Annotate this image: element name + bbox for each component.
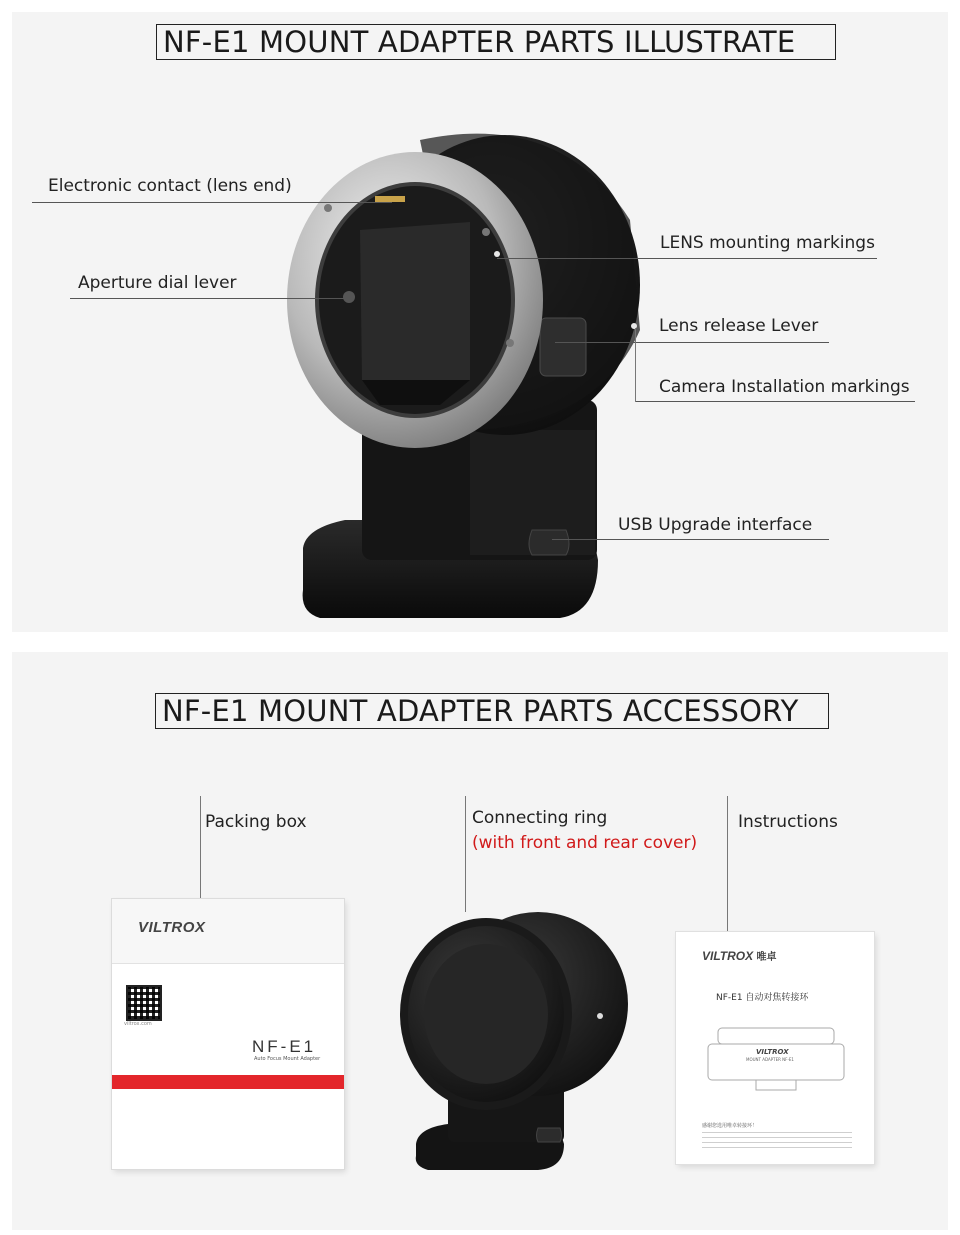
qr-code-icon — [126, 985, 162, 1021]
callout-aperture-lever: Aperture dial lever — [78, 273, 237, 293]
packing-box — [112, 899, 344, 1169]
connecting-ring-label: Connecting ring — [472, 808, 608, 828]
manual-body-lines — [702, 1132, 852, 1148]
callout-line-lens-mounting-markings — [497, 258, 877, 259]
callout-electronic-contact: Electronic contact (lens end) — [48, 176, 292, 196]
callout-line-electronic-contact — [32, 202, 392, 203]
instructions-manual — [676, 932, 874, 1164]
callout-lens-release-lever: Lens release Lever — [659, 316, 819, 336]
box-brand-logo: VILTROX — [138, 919, 206, 936]
callout-camera-installation-markings: Camera Installation markings — [659, 377, 910, 397]
manual-product-brand: VILTROX — [756, 1048, 789, 1056]
instructions-label: Instructions — [738, 812, 838, 832]
manual-brand-text: VILTROX — [702, 949, 754, 963]
parts-illustrate-title: NF-E1 MOUNT ADAPTER PARTS ILLUSTRATE — [156, 24, 836, 60]
packing-box-pointer — [200, 796, 201, 900]
box-site: viltrox.com — [124, 1021, 152, 1027]
manual-brand-cn: 唯卓 — [756, 952, 777, 963]
manual-product-caption: MOUNT ADAPTER NF-E1 — [746, 1057, 794, 1062]
connecting-ring-pointer — [465, 796, 466, 912]
callout-usb-upgrade: USB Upgrade interface — [618, 515, 813, 535]
callout-line-usb-upgrade — [552, 539, 829, 540]
usb-port-icon — [529, 530, 569, 555]
connecting-ring-illustration — [388, 906, 648, 1176]
callout-line-lens-release-lever — [555, 342, 829, 343]
manual-heading: NF-E1 自动对焦转接环 — [716, 993, 809, 1003]
instructions-pointer — [727, 796, 728, 932]
callout-connector-camera-markings — [635, 328, 636, 402]
callout-line-camera-installation-markings — [636, 401, 915, 402]
parts-accessory-title: NF-E1 MOUNT ADAPTER PARTS ACCESSORY — [155, 693, 829, 729]
manual-thanks: 感谢您选用唯卓转接环！ — [702, 1123, 758, 1129]
box-model: NF-E1 — [252, 1037, 317, 1056]
usb-port-small-icon — [537, 1128, 562, 1142]
callout-line-aperture-lever — [70, 298, 350, 299]
box-red-stripe — [112, 1075, 344, 1089]
connecting-ring-note: (with front and rear cover) — [472, 833, 698, 853]
box-subtitle: Auto Focus Mount Adapter — [254, 1056, 321, 1062]
callout-lens-mounting-markings: LENS mounting markings — [660, 233, 875, 253]
manual-brand — [702, 948, 776, 963]
packing-box-label: Packing box — [205, 812, 307, 832]
